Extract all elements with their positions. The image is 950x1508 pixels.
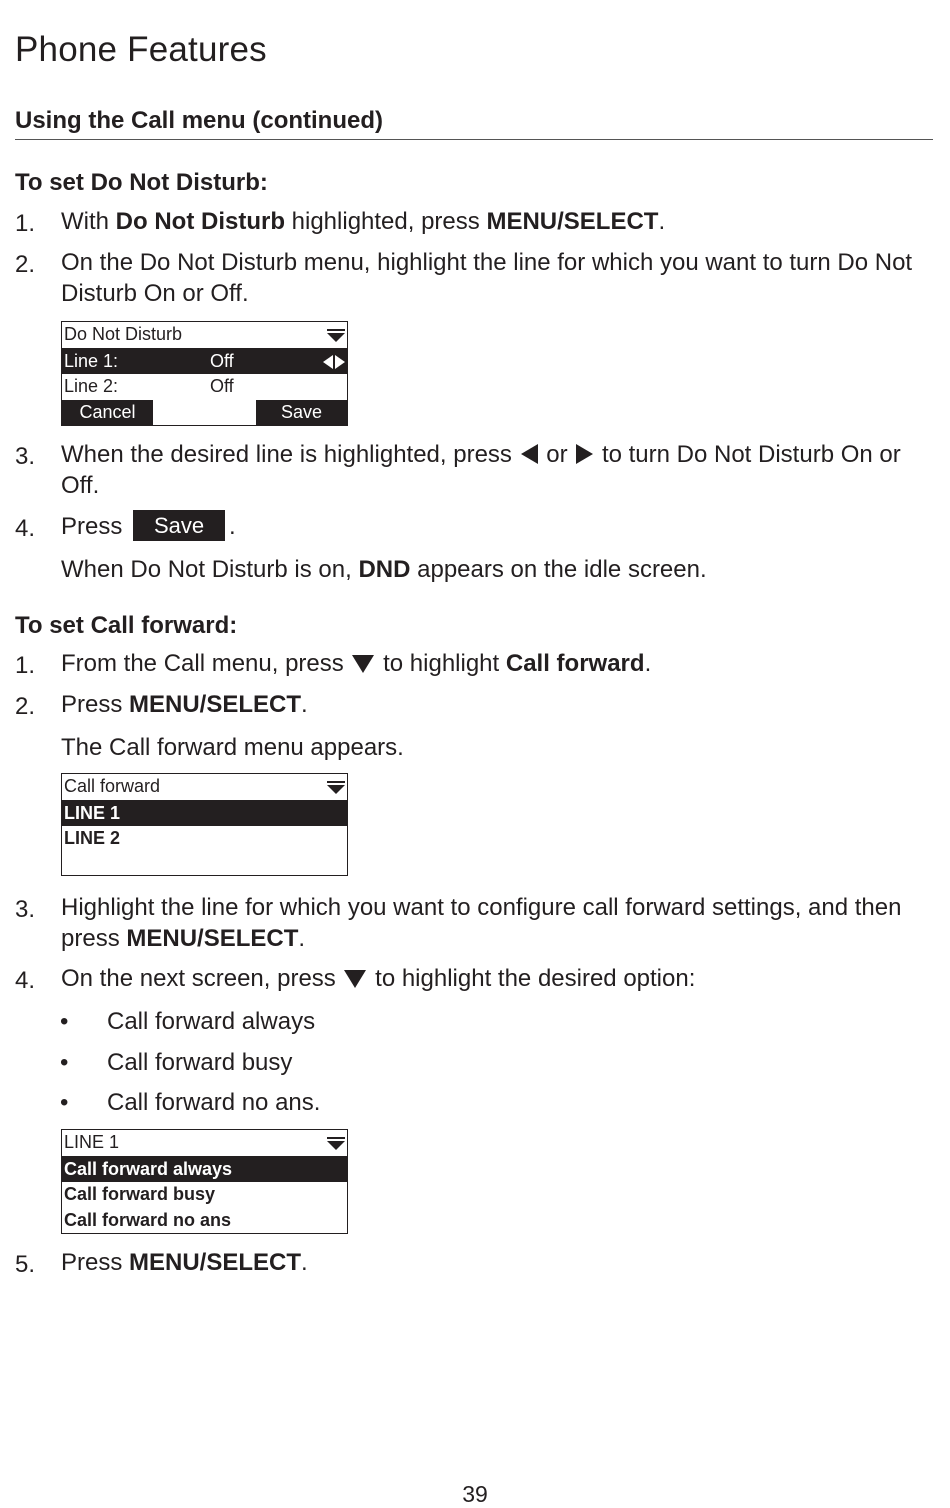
cf-step3-number: 3.: [15, 896, 36, 923]
cf-step2-number: 2.: [15, 693, 36, 720]
scroll-down-icon: [327, 333, 345, 342]
cf-step4-text: On the next screen, press to highlight the desired option:: [61, 965, 696, 992]
cf-screen-options: [61, 1129, 348, 1234]
cf-step2-text: Press MENU/SELECT.: [61, 691, 308, 718]
dnd-step3-number: 3.: [15, 443, 36, 470]
page-number: 39: [462, 1481, 488, 1507]
dnd-step4-text: Press Save .: [61, 511, 931, 543]
cf-step1-number: 1.: [15, 652, 36, 679]
cf-step5-text: Press MENU/SELECT.: [61, 1249, 308, 1276]
down-arrow-icon: [344, 970, 366, 988]
dnd-step1-number: 1.: [15, 210, 36, 237]
dnd-step3-text: When the desired line is highlighted, press or to turn Do Not Disturb On or Off.: [61, 441, 901, 499]
cf-options-screen-item: Call forward no ans: [64, 1209, 232, 1230]
cf-heading: To set Call forward:: [15, 612, 238, 639]
cf-step4-number: 4.: [15, 967, 36, 994]
dnd-screen: [61, 321, 348, 426]
cf-step1-text: From the Call menu, press to highlight Call forward.: [61, 650, 652, 677]
save-softkey: Save: [256, 400, 347, 425]
cf-note: The Call forward menu appears.: [61, 734, 404, 761]
cancel-softkey: Cancel: [62, 400, 153, 425]
scroll-down-icon: [327, 785, 345, 794]
scroll-down-icon: [327, 1141, 345, 1150]
dnd-screen-row-line2: Line 2: Off: [64, 376, 234, 396]
dnd-step4-number: 4.: [15, 515, 36, 542]
bullet-icon: •: [60, 1008, 69, 1035]
cf-option-bullet: Call forward no ans.: [107, 1089, 321, 1116]
page-title: Phone Features: [15, 30, 267, 69]
left-right-arrows-icon: [323, 355, 345, 369]
cf-step3-text: Highlight the line for which you want to configure call forward settings, and then press MENU/SELECT.: [61, 894, 902, 952]
cf-step5-number: 5.: [15, 1251, 36, 1278]
section-heading: Using the Call menu (continued): [15, 107, 384, 134]
cf-option-bullet: Call forward busy: [107, 1049, 293, 1076]
cf-screen-lines: [61, 773, 348, 876]
left-arrow-icon: [521, 444, 538, 464]
section-divider: [15, 139, 933, 140]
right-arrow-icon: [576, 444, 593, 464]
dnd-step2-number: 2.: [15, 251, 36, 278]
bullet-icon: •: [60, 1089, 69, 1116]
dnd-step1-text: With Do Not Disturb highlighted, press MENU/SELECT.: [61, 208, 666, 235]
dnd-screen-title: Do Not Disturb: [62, 322, 347, 349]
cf-options-screen-item: Call forward busy: [64, 1184, 216, 1204]
bullet-icon: •: [60, 1049, 69, 1076]
cf-options-screen-title: LINE 1: [62, 1130, 347, 1157]
cf-screen-item: LINE 2: [64, 828, 121, 848]
dnd-step2-text: On the Do Not Disturb menu, highlight the line for which you want to turn Do Not Disturb On or Off.: [61, 249, 913, 307]
dnd-screen-row-line1: Line 1: Off: [62, 349, 347, 375]
cf-screen-title: Call forward: [62, 774, 347, 801]
down-arrow-icon: [352, 655, 374, 673]
cf-screen-item: LINE 1: [62, 801, 347, 827]
dnd-screen-softkeys: [62, 400, 347, 425]
dnd-heading: To set Do Not Disturb:: [15, 169, 268, 196]
dnd-note: When Do Not Disturb is on, DND appears on the idle screen.: [61, 556, 707, 583]
save-softkey-icon: Save: [133, 510, 225, 541]
cf-options-screen-item: Call forward always: [62, 1157, 347, 1183]
cf-option-bullet: Call forward always: [107, 1008, 316, 1035]
